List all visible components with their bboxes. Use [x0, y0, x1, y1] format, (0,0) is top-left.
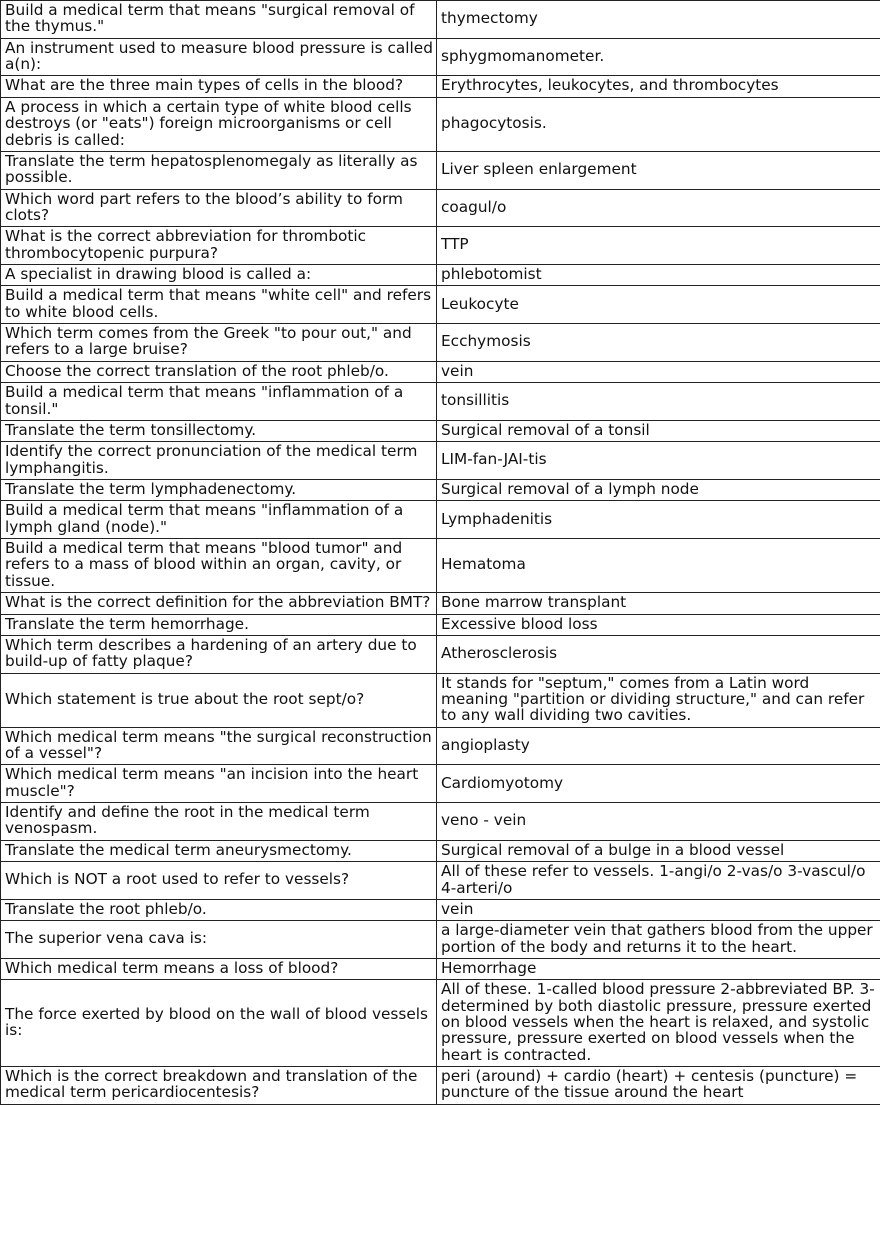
- table-row: [1, 539, 880, 593]
- answer-cell: LIM-fan-JAI-tis: [437, 442, 880, 480]
- answer-cell: vein: [437, 361, 880, 382]
- question-cell: Translate the term hemorrhage.: [1, 614, 437, 635]
- answer-cell: Ecchymosis: [437, 324, 880, 362]
- table-row: [1, 1, 880, 39]
- table-row: [1, 803, 880, 841]
- question-cell: Which term comes from the Greek "to pour out," and refers to a large bruise?: [1, 324, 437, 362]
- question-cell: Which word part refers to the blood’s ability to form clots?: [1, 189, 437, 227]
- table-row: [1, 76, 880, 97]
- table-row: [1, 862, 880, 900]
- question-cell: Translate the medical term aneurysmectomy.: [1, 840, 437, 861]
- table-row: [1, 227, 880, 265]
- question-cell: Which is NOT a root used to refer to vessels?: [1, 862, 437, 900]
- answer-cell: coagul/o: [437, 189, 880, 227]
- answer-cell: Erythrocytes, leukocytes, and thrombocytes: [437, 76, 880, 97]
- table-row: [1, 921, 880, 959]
- answer-cell: phagocytosis.: [437, 97, 880, 151]
- table-row: [1, 980, 880, 1067]
- question-cell: Translate the root phleb/o.: [1, 899, 437, 920]
- table-row: [1, 840, 880, 861]
- table-row: [1, 635, 880, 673]
- question-cell: Choose the correct translation of the root phleb/o.: [1, 361, 437, 382]
- answer-cell: thymectomy: [437, 1, 880, 39]
- question-cell: Which term describes a hardening of an artery due to build-up of fatty plaque?: [1, 635, 437, 673]
- question-cell: Build a medical term that means "blood tumor" and refers to a mass of blood within an organ, cavity, or tissue.: [1, 539, 437, 593]
- table-row: [1, 420, 880, 441]
- answer-cell: Surgical removal of a tonsil: [437, 420, 880, 441]
- table-row: [1, 899, 880, 920]
- answer-cell: tonsillitis: [437, 383, 880, 421]
- answer-cell: Lymphadenitis: [437, 501, 880, 539]
- question-cell: What are the three main types of cells in the blood?: [1, 76, 437, 97]
- question-cell: Which medical term means "an incision into the heart muscle"?: [1, 765, 437, 803]
- answer-cell: TTP: [437, 227, 880, 265]
- answer-cell: angioplasty: [437, 727, 880, 765]
- question-cell: Which medical term means a loss of blood?: [1, 958, 437, 979]
- question-cell: What is the correct abbreviation for thrombotic thrombocytopenic purpura?: [1, 227, 437, 265]
- table-row: [1, 38, 880, 76]
- question-cell: Which statement is true about the root sept/o?: [1, 673, 437, 727]
- answer-cell: Excessive blood loss: [437, 614, 880, 635]
- question-cell: The force exerted by blood on the wall of blood vessels is:: [1, 980, 437, 1067]
- question-cell: What is the correct definition for the abbreviation BMT?: [1, 593, 437, 614]
- table-row: [1, 189, 880, 227]
- table-row: [1, 673, 880, 727]
- question-cell: Which is the correct breakdown and translation of the medical term pericardiocentesis?: [1, 1067, 437, 1105]
- question-cell: A process in which a certain type of white blood cells destroys (or "eats") foreign microorganisms or cell debris is called:: [1, 97, 437, 151]
- answer-cell: Cardiomyotomy: [437, 765, 880, 803]
- table-row: [1, 501, 880, 539]
- table-row: [1, 383, 880, 421]
- question-cell: Build a medical term that means "surgical removal of the thymus.": [1, 1, 437, 39]
- question-cell: Build a medical term that means "inflammation of a lymph gland (node).": [1, 501, 437, 539]
- answer-cell: Hematoma: [437, 539, 880, 593]
- question-cell: Build a medical term that means "white cell" and refers to white blood cells.: [1, 286, 437, 324]
- answer-cell: All of these refer to vessels. 1-angi/o 2-vas/o 3-vascul/o 4-arteri/o: [437, 862, 880, 900]
- answer-cell: Liver spleen enlargement: [437, 151, 880, 189]
- table-row: [1, 1067, 880, 1105]
- table-row: [1, 265, 880, 286]
- table-row: [1, 479, 880, 500]
- answer-cell: It stands for "septum," comes from a Latin word meaning "partition or dividing structure," and can refer to any wall dividing two cavities.: [437, 673, 880, 727]
- answer-cell: Leukocyte: [437, 286, 880, 324]
- table-row: [1, 97, 880, 151]
- answer-cell: veno - vein: [437, 803, 880, 841]
- table-row: [1, 324, 880, 362]
- question-cell: Translate the term tonsillectomy.: [1, 420, 437, 441]
- answer-cell: phlebotomist: [437, 265, 880, 286]
- table-row: [1, 727, 880, 765]
- table-row: [1, 151, 880, 189]
- table-row: [1, 765, 880, 803]
- question-cell: The superior vena cava is:: [1, 921, 437, 959]
- question-cell: An instrument used to measure blood pressure is called a(n):: [1, 38, 437, 76]
- answer-cell: All of these. 1-called blood pressure 2-abbreviated BP. 3-determined by both diastolic pressure, pressure exerted on blood vessels when the heart is relaxed, and systolic pressure, pressure exerted on blood vessels when the heart is contracted.: [437, 980, 880, 1067]
- question-cell: Translate the term lymphadenectomy.: [1, 479, 437, 500]
- answer-cell: Bone marrow transplant: [437, 593, 880, 614]
- question-cell: Build a medical term that means "inflammation of a tonsil.": [1, 383, 437, 421]
- answer-cell: Hemorrhage: [437, 958, 880, 979]
- answer-cell: peri (around) + cardio (heart) + centesis (puncture) = puncture of the tissue around the heart: [437, 1067, 880, 1105]
- question-cell: Which medical term means "the surgical reconstruction of a vessel"?: [1, 727, 437, 765]
- table-row: [1, 958, 880, 979]
- table-row: [1, 614, 880, 635]
- question-cell: Identify the correct pronunciation of the medical term lymphangitis.: [1, 442, 437, 480]
- answer-cell: vein: [437, 899, 880, 920]
- answer-cell: Surgical removal of a bulge in a blood vessel: [437, 840, 880, 861]
- answer-cell: Surgical removal of a lymph node: [437, 479, 880, 500]
- table-row: [1, 286, 880, 324]
- answer-cell: Atherosclerosis: [437, 635, 880, 673]
- answer-cell: a large-diameter vein that gathers blood from the upper portion of the body and returns it to the heart.: [437, 921, 880, 959]
- table-row: [1, 442, 880, 480]
- question-cell: A specialist in drawing blood is called a:: [1, 265, 437, 286]
- question-cell: Identify and define the root in the medical term venospasm.: [1, 803, 437, 841]
- question-cell: Translate the term hepatosplenomegaly as literally as possible.: [1, 151, 437, 189]
- flashcard-table-body: [1, 1, 880, 1105]
- table-row: [1, 593, 880, 614]
- answer-cell: sphygmomanometer.: [437, 38, 880, 76]
- table-row: [1, 361, 880, 382]
